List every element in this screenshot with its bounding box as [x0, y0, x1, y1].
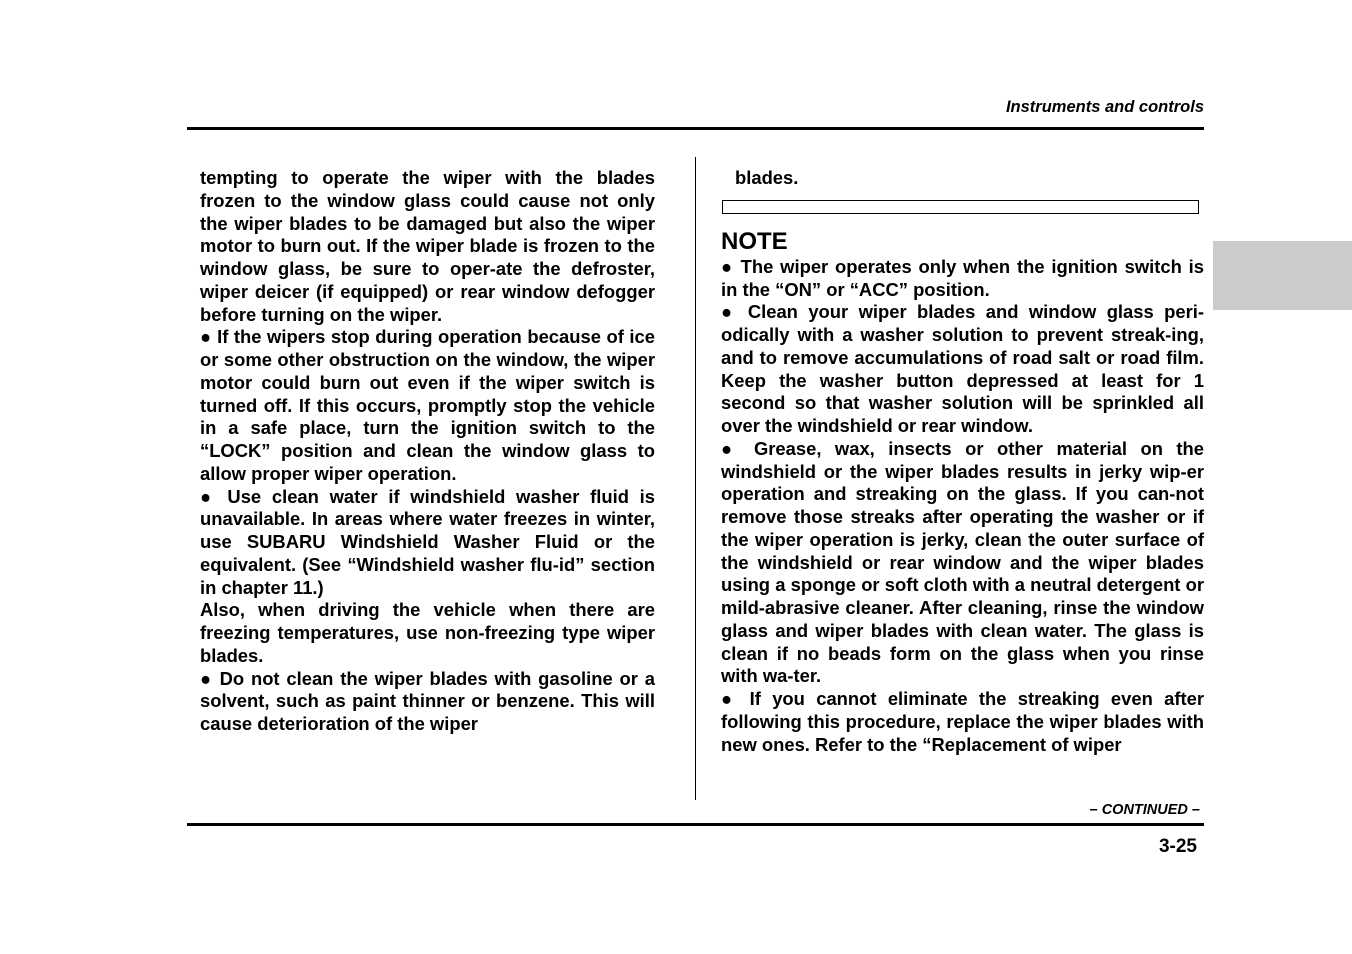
note-item-4: ● If you cannot eliminate the streaking even after following this procedure, replace the wiper blades with new ones. Refer to the “Replacement of wiper	[721, 688, 1204, 755]
note-item-2: ● Clean your wiper blades and window glass peri-odically with a washer solution to prevent streak-ing, and to remove accumulations of road salt or road film. Keep the washer button depressed at least for 1 second so that washer solution will be sprinkled all over the windshield or rear window.	[721, 301, 1204, 436]
right-column	[721, 167, 1204, 756]
note-item-3: ● Grease, wax, insects or other material on the windshield or the wiper blades results in jerky wip-er operation and streaking on the glass. If you can-not remove those streaks after operating the washer or if the wiper operation is jerky, clean the outer surface of the windshield or rear window and the wiper blades using a sponge or soft cloth with a neutral detergent or mild-abrasive cleaner. After cleaning, rinse the window glass and wiper blades with clean water. The glass is clean if no beads form on the glass when you rinse with wa-ter.	[721, 437, 1204, 687]
section-title: Instruments and controls	[1005, 98, 1204, 116]
caution-box-end	[722, 200, 1199, 214]
caution-paragraph-1: tempting to operate the wiper with the blades frozen to the window glass could cause not only the wiper blades to be damaged but also the wiper motor to burn out. If the wiper blade is frozen to the window glass, be sure to oper-ate the defroster, wiper deicer (if equipped) or rear window defogger before turning on the wiper.	[200, 167, 655, 325]
caution-paragraph-4: Also, when driving the vehicle when there are freezing temperatures, use non-freezing type wiper blades.	[200, 599, 655, 666]
continued-marker: – CONTINUED –	[1089, 802, 1200, 818]
page-number: 3-25	[1158, 836, 1197, 857]
left-column	[200, 167, 655, 736]
header-rule	[187, 127, 1204, 130]
note-item-1: ● The wiper operates only when the ignition switch is in the “ON” or “ACC” position.	[721, 255, 1204, 300]
footer-rule	[187, 823, 1204, 826]
caution-paragraph-5: ● Do not clean the wiper blades with gasoline or a solvent, such as paint thinner or benzene. This will cause deterioration of the wiper	[200, 667, 655, 734]
column-divider	[695, 157, 696, 800]
chapter-thumb-tab	[1213, 241, 1352, 310]
caution-paragraph-3: ● Use clean water if windshield washer fluid is unavailable. In areas where water freezes in winter, use SUBARU Windshield Washer Fluid or the equivalent. (See “Windshield washer flu-id” section in chapter 11.)	[200, 485, 655, 598]
caution-continuation: blades.	[735, 167, 799, 188]
note-heading: NOTE	[721, 227, 788, 255]
caution-paragraph-2: ● If the wipers stop during operation because of ice or some other obstruction on the window, the wiper motor could burn out even if the wiper switch is turned off. If this occurs, promptly stop the vehicle in a safe place, turn the ignition switch to the “LOCK” position and clean the window glass to allow proper wiper operation.	[200, 326, 655, 484]
